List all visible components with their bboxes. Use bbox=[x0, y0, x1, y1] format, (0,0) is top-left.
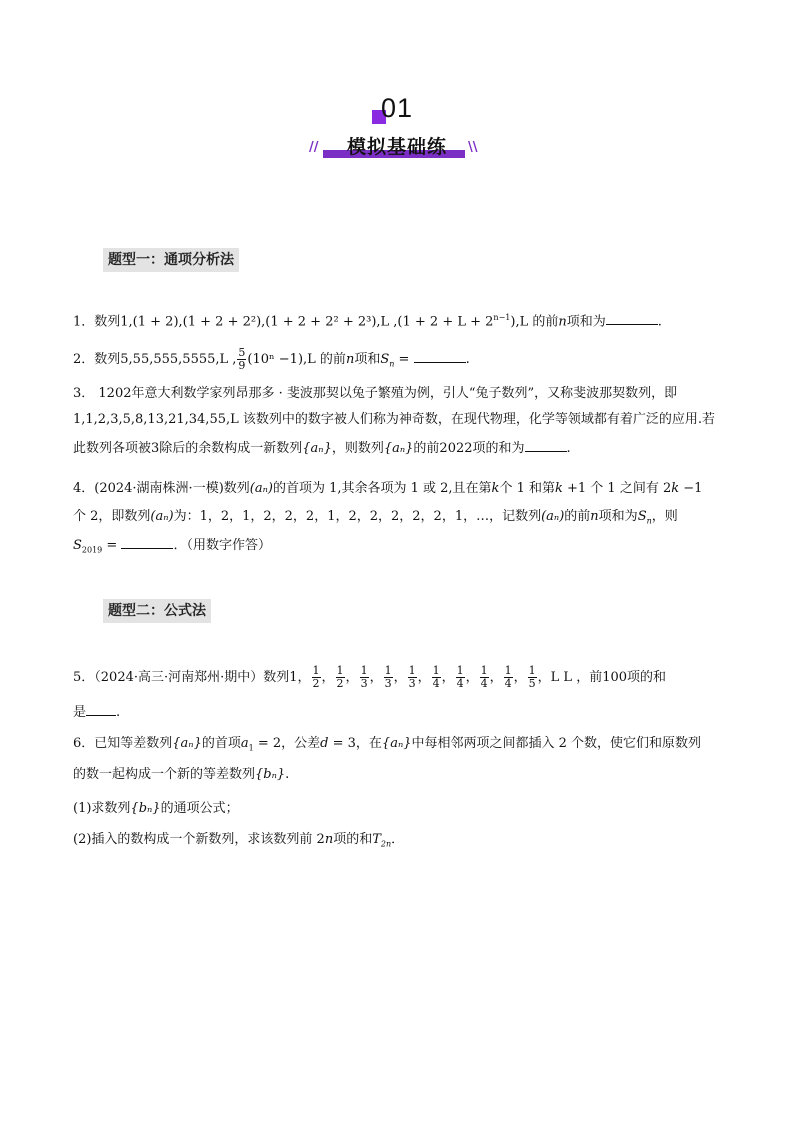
answer-blank[interactable] bbox=[86, 703, 116, 716]
problem-6-line-2: 的数一起构成一个新的等差数列{bₙ}. bbox=[73, 767, 290, 782]
problem-6-question-2: (2)插入的数构成一个新数列，求该数列前 2n项的和$T_{2n}$． bbox=[73, 832, 405, 849]
problem-3-line-1: 3． 1202年意大利数学家列昂那多 · 斐波那契以兔子繁殖为例，引人“兔子数列”，又称斐波那契数列，即 bbox=[73, 386, 678, 401]
fraction: $\frac{1}{4}$ bbox=[456, 664, 464, 690]
problem-5-line-1: 5．（2024·高三·河南郑州·期中）数列1， $\frac{1}{2}$ ， $\frac{1}{2}$ ， $\frac{1}{3}$ ， $\frac{1}{3}$ ， $\frac{1}{3}$ ， $\frac{1}{4}$ ， $\frac{1}{4}$ ， $\frac{1}{4}$ ， $\frac{1}{4}$ ， $\frac{1}{5}$ ，L L ，前100项的和 bbox=[73, 664, 667, 690]
problem-4-line-1: 4．(2024·湖南株洲·一模)数列(aₙ)的首项为 1,其余各项为 1 或 2,且在第k个 1 和第k +1 个 1 之间有 2k −1 bbox=[73, 481, 703, 496]
right-slash-decoration: \\ bbox=[468, 140, 478, 155]
fraction: $\frac{1}{4}$ bbox=[504, 664, 512, 690]
problem-3-line-3: 此数列各项被3除后的余数构成一新数列{aₙ}，则数列{aₙ}的前2022项的和为 . bbox=[73, 441, 571, 456]
fraction: $\frac{1}{4}$ bbox=[480, 664, 488, 690]
problem-3-line-2: 1,1,2,3,5,8,13,21,34,55,L 该数列中的数字被人们称为神奇数，在现代物理，化学等领域都有着广泛的应用.若 bbox=[73, 412, 716, 427]
chapter-number: 01 bbox=[380, 93, 414, 123]
problem-6-line-1: 6．已知等差数列{aₙ}的首项$a_1 = 2$，公差d = 3，在{aₙ}中每相邻两项之间都插入 2 个数，使它们和原数列 bbox=[73, 736, 702, 753]
answer-blank[interactable] bbox=[121, 536, 173, 549]
answer-blank[interactable] bbox=[414, 350, 466, 363]
problem-6-question-1: (1)求数列{bₙ}的通项公式； bbox=[73, 801, 239, 816]
fraction: $\frac{1}{4}$ bbox=[432, 664, 440, 690]
fraction: $\frac{1}{3}$ bbox=[384, 664, 392, 690]
problem-5-line-2: 是 . bbox=[73, 705, 121, 720]
problem-4-line-3: $S_{2019}$ = ．（用数字作答） bbox=[73, 538, 271, 555]
section-heading-1: 题型一：通项分析法 bbox=[103, 248, 239, 272]
chapter-title: 模拟基础练 bbox=[346, 136, 447, 158]
problem-1: 1．数列1,(1 + 2),(1 + 2 + 2²),(1 + 2 + 2² + 2³),L $,(1 + 2 + L + 2^{n-1}),L$ 的前n项和为 . bbox=[73, 313, 662, 330]
section-heading-2: 题型二：公式法 bbox=[103, 599, 211, 623]
answer-blank[interactable] bbox=[606, 312, 658, 325]
fraction: $\frac{1}{2}$ bbox=[312, 664, 320, 690]
fraction: $\frac{1}{3}$ bbox=[360, 664, 368, 690]
fraction-sequence: $\frac{1}{2}$ ， $\frac{1}{2}$ ， $\frac{1}{3}$ ， $\frac{1}{3}$ ， $\frac{1}{3}$ ， $\frac{1}{4}$ ， $\frac{1}{4}$ ， $\frac{1}{4}$ ， $\frac{1}{4}$ ， $\frac{1}{5}$ bbox=[312, 664, 536, 690]
left-slash-decoration: // bbox=[309, 140, 319, 155]
chapter-title-banner bbox=[0, 130, 794, 164]
fraction: $\frac{1}{3}$ bbox=[408, 664, 416, 690]
problem-4-line-2: 个 2，即数列(aₙ)为：1，2，1，2，2，2，1，2，2，2，2，2，1，…，记数列(aₙ)的前n项和为$S_n$，则 bbox=[73, 509, 678, 526]
fraction: $\frac{1}{2}$ bbox=[336, 664, 344, 690]
answer-blank[interactable] bbox=[525, 439, 567, 452]
fraction: $\frac{1}{5}$ bbox=[528, 664, 536, 690]
fraction: $\frac{5}{9}$ bbox=[238, 346, 246, 372]
problem-2: 2．数列5,55,555,5555,L , $\frac{5}{9}$ (10ⁿ −1),L 的前n项和$S_n$ = . bbox=[73, 346, 470, 372]
